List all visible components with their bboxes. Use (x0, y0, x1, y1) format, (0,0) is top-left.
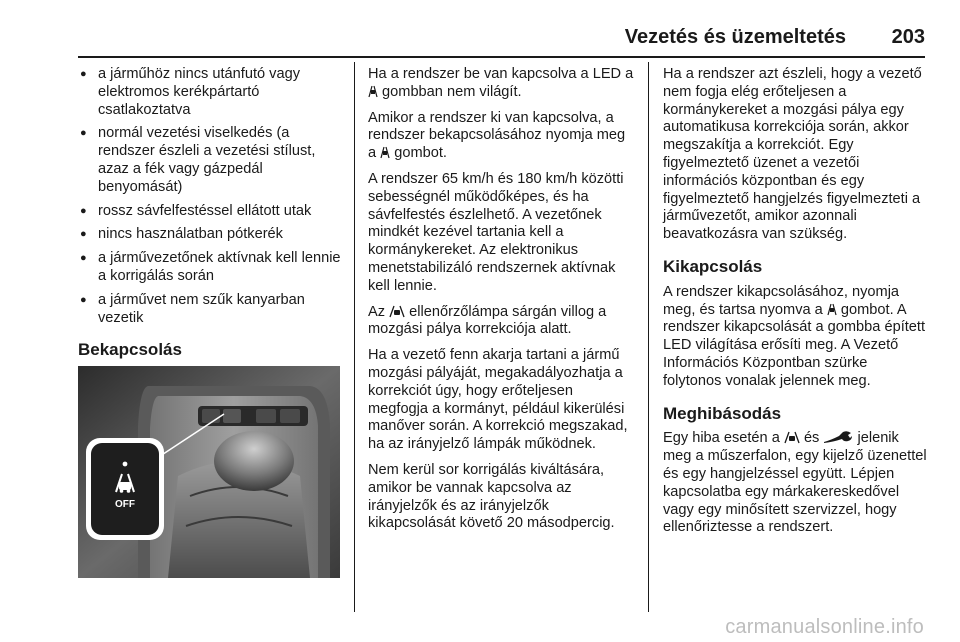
list-item: ● nincs használatban pótkerék (78, 226, 344, 244)
column-divider-1 (354, 62, 355, 612)
paragraph: A rendszer 65 km/h és 180 km/h közötti sebességnél működőképes, és ha sávfelfestés észlelhető. A vezetőnek mindkét kezével tartania kell a kormánykereket. Az elektronikus menetstabilizáló rendszernek aktívnak kell lennie. (368, 170, 624, 294)
paragraph: Az ellenőrzőlámpa sárgán villog a mozgási pálya korrekciója alatt. (368, 303, 607, 338)
console-button (223, 409, 241, 423)
paragraph: Egy hiba esetén a és jelenik meg a műszerfalon, egy kijelző üzenettel és egy hangjelzéssel együtt. Lépjen kapcsolatba egy márkakereskedővel vagy egy minősített szervizzel, hogy ellenőriztesse a rendszert. (663, 430, 927, 536)
list-item: ● a járművezetőnek aktívnak kell lennie a korrigálás során (78, 250, 344, 286)
paragraph: Ha a rendszer be van kapcsolva a LED a gombban nem világít. (368, 66, 634, 100)
gear-knob (214, 431, 294, 491)
page-number: 203 (891, 26, 925, 48)
led-indicator (123, 462, 128, 467)
console-button (202, 409, 220, 423)
list-item: ● rossz sávfelfestéssel ellátott utak (78, 203, 344, 221)
lane-assist-off-icon (827, 303, 837, 316)
paragraph: Ha a vezető fenn akarja tartani a jármű mozgási pályáját, megakadályozhatja a korrekciót úgy, hogy erőteljesen megfogja a kormányt, például kikerülési manőver során. A korrekció megszakad, ha az irányjelző lámpák működnek. (368, 347, 628, 453)
lane-assist-car-icon (389, 305, 405, 318)
page-header (78, 26, 925, 50)
column-1 (78, 66, 344, 367)
section-heading-meghibasodas: Meghibásodás (663, 403, 782, 423)
console-button (256, 409, 276, 423)
paragraph: A rendszer kikapcsolásához, nyomja meg, és tartsa nyomva a gombot. A rendszer kikapcsolását a gombba épített LED világítása erősíti meg. A Vezető Információs Központban szürke folytonos vonalak jelennek meg. (663, 283, 926, 389)
list-item: ● normál vezetési viselkedés (a rendszer észleli a vezetési stílust, azaz a fék vagy gázpedál benyomását) (78, 125, 344, 196)
lane-assist-car-icon (784, 431, 800, 444)
watermark: carmanualsonline.info (725, 616, 924, 638)
column-2 (368, 66, 634, 541)
section-heading-bekapcsolas: Bekapcsolás (78, 340, 182, 360)
list-item: ● a járművet nem szűk kanyarban vezetik (78, 292, 344, 328)
column-divider-2 (648, 62, 649, 612)
wrench-icon (823, 430, 853, 444)
condition-list (78, 66, 344, 327)
list-item: ● a járműhöz nincs utánfutó vagy elektromos kerékpártartó csatlakoztatva (78, 66, 344, 119)
column-3 (663, 66, 927, 545)
console-figure (78, 366, 340, 578)
paragraph: Ha a rendszer azt észleli, hogy a vezető nem fogja elég erőteljesen a kormánykereket a mozgási pálya egy automatikusa korrekciója során, akkor megszakítja a korrekciót. Egy figyelmeztető üzenet a vezetői információs központban és egy figyelmeztető hangjelzés figyelmezteti a járművezetőt, amikor azonnali beavatkozásra van szükség. (663, 66, 922, 243)
lane-assist-off-icon (380, 146, 390, 159)
chapter-title: Vezetés és üzemeltetés (624, 26, 846, 48)
off-label: OFF (115, 499, 135, 510)
section-heading-kikapcsolas: Kikapcsolás (663, 256, 763, 276)
console-button (280, 409, 300, 423)
paragraph: Nem kerül sor korrigálás kiváltására, amikor be vannak kapcsolva az irányjelzők és az irányjelzők kikapcsolását követő 20 másodpercig. (368, 461, 615, 532)
header-rule (78, 56, 925, 58)
lane-assist-off-icon (368, 85, 378, 98)
paragraph: Amikor a rendszer ki van kapcsolva, a rendszer bekapcsolásához nyomja meg a gombot. (368, 109, 626, 162)
